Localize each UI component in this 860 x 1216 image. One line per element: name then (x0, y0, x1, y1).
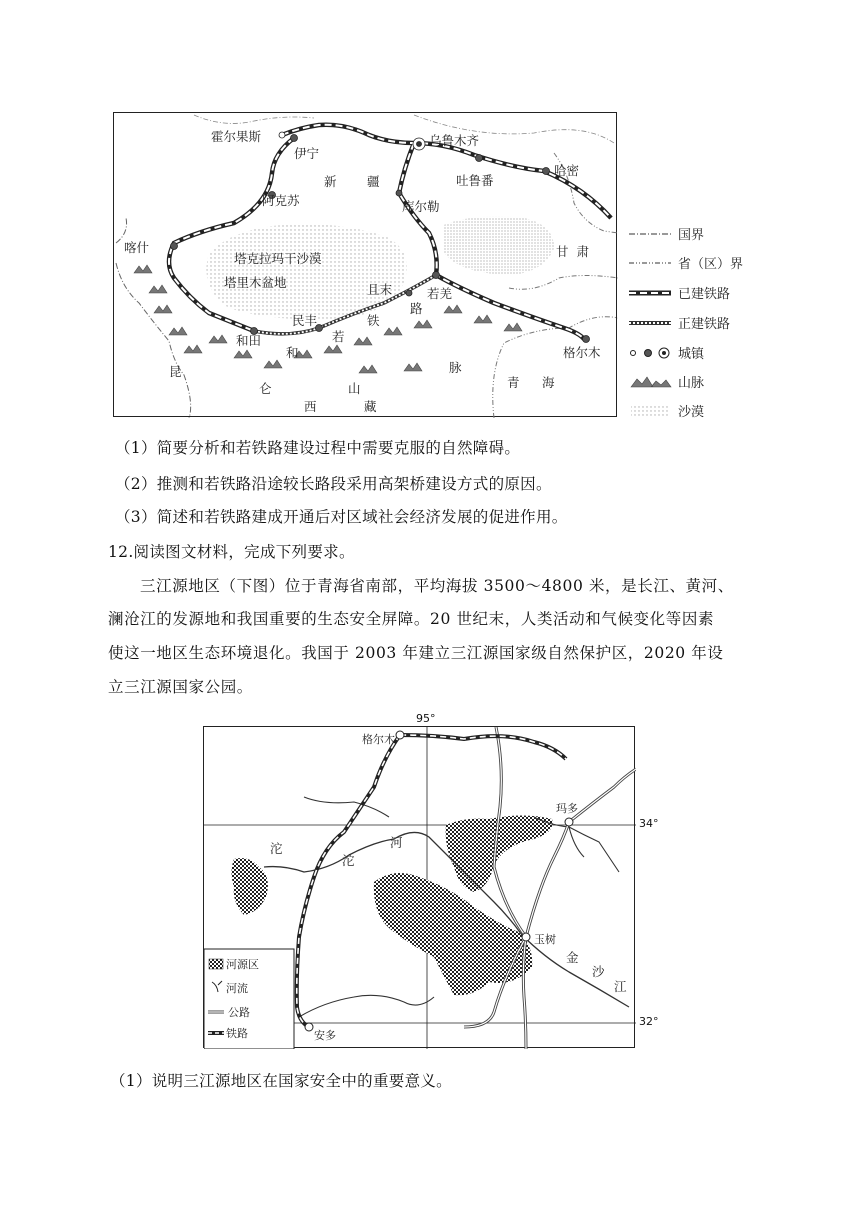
legend-province: 省（区）界 (678, 257, 744, 272)
legend-desert: 沙漠 (678, 405, 705, 420)
label-xi: 西 (304, 399, 317, 414)
q12-heading: 12.阅读图文材料，完成下列要求。 (108, 543, 355, 561)
sanjiangyuan-map (203, 726, 635, 1048)
label-tuo-2: 沱 (342, 853, 355, 868)
river-north (304, 797, 389, 817)
kumtag-desert (444, 217, 554, 275)
label-golmud-2: 格尔木 (362, 733, 395, 746)
qinghai-tibet-railway (297, 735, 566, 1027)
label-rail-he: 和 (286, 345, 299, 360)
label-urumqi: 乌鲁木齐 (429, 133, 480, 148)
legend-building: 正建铁路 (678, 317, 731, 332)
label-mai: 脉 (449, 360, 462, 375)
q12-line-4: 立三江源国家公园。 (108, 678, 253, 696)
legend-town: 城镇 (678, 347, 705, 362)
label-turpan: 吐鲁番 (456, 173, 494, 188)
label-shan: 山 (348, 381, 361, 396)
label-maduo: 玛多 (556, 802, 578, 815)
legend2-source: 河源区 (226, 958, 259, 971)
label-aksu: 阿克苏 (262, 193, 300, 208)
label-yining: 伊宁 (294, 146, 320, 161)
label-minfeng: 民丰 (292, 313, 318, 328)
label-lun: 仑 (259, 381, 272, 396)
lat32-label: 32° (639, 1015, 659, 1028)
label-hai: 海 (542, 375, 555, 390)
label-hotan: 和田 (236, 333, 262, 348)
label-xin: 新 (324, 174, 337, 189)
source-area-tuotuo (232, 858, 268, 915)
xinjiang-map-svg (114, 113, 618, 418)
label-horgos: 霍尔果斯 (211, 129, 262, 144)
label-korla: 库尔勒 (402, 199, 440, 214)
legend2-road: 公路 (228, 1006, 250, 1019)
label-yushu: 玉树 (534, 933, 556, 946)
legend2-rail: 铁路 (226, 1027, 248, 1040)
label-kashgar: 喀什 (124, 240, 150, 255)
label-tuo-1: 沱 (270, 841, 283, 856)
question-1: （1）简要分析和若铁路建设过程中需要克服的自然障碍。 (115, 439, 521, 457)
label-kun: 昆 (169, 364, 182, 379)
q12-line-3: 使这一地区生态环境退化。我国于 2003 年建立三江源国家级自然保护区，2020 年设 (108, 644, 724, 662)
lon-label: 95° (416, 712, 436, 725)
question-12-1: （1）说明三江源地区在国家安全中的重要意义。 (110, 1072, 452, 1090)
label-golmud: 格尔木 (563, 345, 601, 360)
label-basin: 塔里木盆地 (224, 275, 287, 290)
label-qing: 青 (507, 375, 520, 390)
q12-line-1: 三江源地区（下图）位于青海省南部，平均海拔 3500～4800 米，是长江、黄河、 (140, 577, 734, 595)
label-sha: 沙 (592, 964, 605, 979)
xinjiang-railway-map (113, 112, 617, 417)
legend-built: 已建铁路 (678, 287, 731, 302)
label-jin: 金 (566, 950, 579, 965)
label-anduo: 安多 (314, 1029, 336, 1042)
label-jiang2: 江 (614, 979, 627, 994)
q12-line-2: 澜沧江的发源地和我国重要的生态安全屏障。20 世纪末，人类活动和气候变化等因素 (108, 610, 715, 628)
sanjiangyuan-map-svg (204, 727, 636, 1049)
label-zang: 藏 (364, 399, 377, 414)
label-desert: 塔克拉玛干沙漠 (234, 251, 322, 266)
label-rail-ruo: 若 (332, 329, 345, 344)
source-area-yangtze (374, 873, 532, 995)
label-qiemo: 且末 (367, 282, 393, 297)
label-rail-tie: 铁 (367, 313, 380, 328)
map1-legend (626, 222, 776, 422)
question-2: （2）推测和若铁路沿途较长路段采用高架桥建设方式的原因。 (115, 475, 552, 493)
label-he: 河 (390, 835, 403, 850)
lat34-label: 34° (639, 817, 659, 830)
legend-border: 国界 (678, 228, 705, 243)
label-hami: 哈密 (554, 163, 580, 178)
label-jiang: 疆 (367, 174, 380, 189)
label-ruoqiang: 若羌 (427, 286, 453, 301)
legend-mountain: 山脉 (678, 376, 705, 391)
label-gansu: 甘 肃 (556, 244, 589, 259)
label-rail-lu: 路 (410, 301, 423, 316)
legend2-river: 河流 (226, 982, 248, 995)
river-south (299, 995, 434, 1017)
question-3: （3）简述和若铁路建成开通后对区域社会经济发展的促进作用。 (115, 508, 568, 526)
